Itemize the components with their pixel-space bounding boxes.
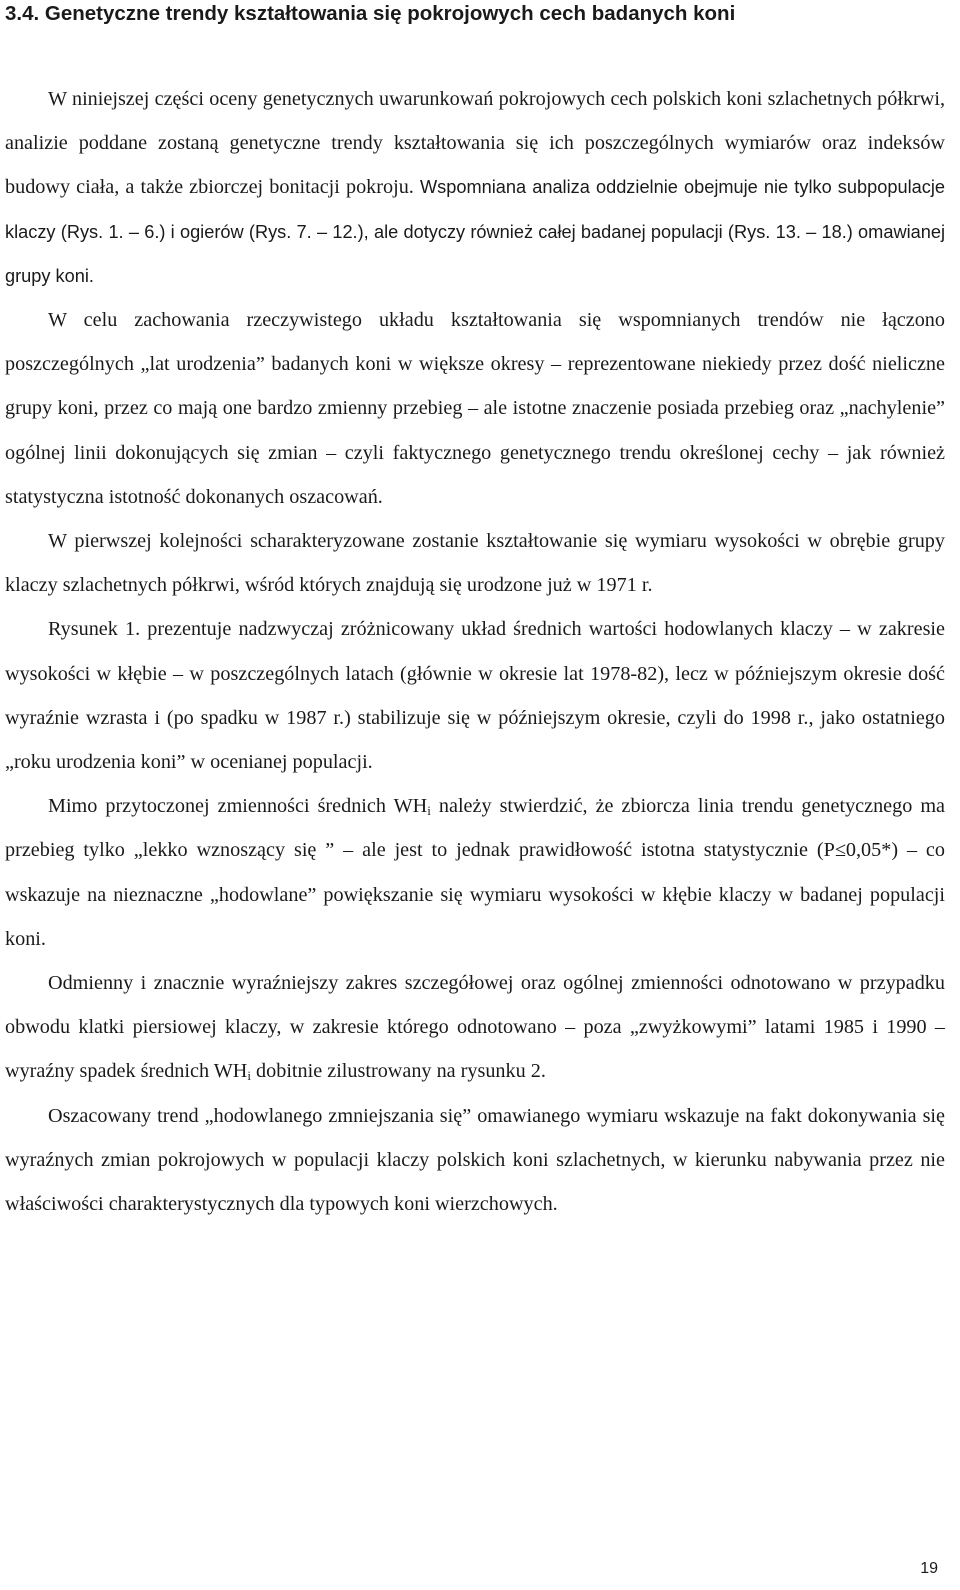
paragraph-1 <box>5 77 945 298</box>
section-heading <box>5 0 945 27</box>
paragraph-4: Rysunek 1. prezentuje nadzwyczaj zróżnicowany układ średnich wartości hodowlanych klaczy – w zakresie wysokości w kłębie – w poszczególnych latach (głównie w okresie lat 1978-82), lecz w późniejszym okresie dość wyraźnie wzrasta i (po spadku w 1987 r.) stabilizuje się w późniejszym okresie, czyli do 1998 r., jako ostatniego „roku urodzenia koni” w ocenianej populacji. <box>5 618 945 774</box>
paragraph-1-serif: W niniejszej części oceny genetycznych uwarunkowań pokrojowych cech polskich koni szlachetnych półkrwi, analizie poddane zostaną genetyczne trendy kształtowania się ich poszczególnych wymiarów oraz indeksów budowy ciała, a także zbiorczej bonitacji pokroju. <box>5 88 945 199</box>
document-page <box>5 0 945 1226</box>
paragraph-1-sans: Wspomniana analiza oddzielnie obejmuje nie tylko subpopulacje klaczy (Rys. 1. – 6.) i ogierów (Rys. 7. – 12.), ale dotyczy również całej badanej populacji (Rys. 13. – 18.) omawianej grupy koni. <box>5 177 945 286</box>
paragraph-5 <box>5 784 945 961</box>
body-text <box>5 77 945 1226</box>
page-number: 19 <box>920 1560 938 1577</box>
paragraph-7: Oszacowany trend „hodowlanego zmniejszania się” omawianego wymiaru wskazuje na fakt dokonywania się wyraźnych zmian pokrojowych w populacji klaczy polskich koni szlachetnych, w kierunku nabywania przez nie właściwości charakterystycznych dla typowych koni wierzchowych. <box>5 1104 945 1216</box>
paragraph-5-subscript: i <box>427 803 431 819</box>
section-number: 3.4. <box>5 2 40 25</box>
paragraph-6-subscript: i <box>247 1068 251 1084</box>
paragraph-6-text-b: dobitnie zilustrowany na rysunku 2. <box>250 1060 546 1083</box>
paragraph-6-text-a: Odmienny i znacznie wyraźniejszy zakres szczegółowej oraz ogólnej zmienności odnotowano w przypadku obwodu klatki piersiowej klaczy, w zakresie którego odnotowano – poza „zwyżkowymi” latami 1985 i 1990 – wyraźny spadek średnich WH <box>5 972 945 1083</box>
paragraph-6 <box>5 961 945 1094</box>
paragraph-3: W pierwszej kolejności scharakteryzowane zostanie kształtowanie się wymiaru wysokości w obrębie grupy klaczy szlachetnych półkrwi, wśród których znajdują się urodzone już w 1971 r. <box>5 530 945 597</box>
paragraph-5-text-b: należy stwierdzić, że zbiorcza linia trendu genetycznego ma przebieg tylko „lekko wznoszący się ” – ale jest to jednak prawidłowość istotna statystycznie (P≤0,05*) – co wskazuje na nieznaczne „hodowlane” powiększanie się wymiaru wysokości w kłębie klaczy w badanej populacji koni. <box>5 795 945 950</box>
section-title: Genetyczne trendy kształtowania się pokrojowych cech badanych koni <box>44 2 736 25</box>
paragraph-2: W celu zachowania rzeczywistego układu kształtowania się wspomnianych trendów nie łączono poszczególnych „lat urodzenia” badanych koni w większe okresy – reprezentowane niekiedy przez dość nieliczne grupy koni, przez co mają one bardzo zmienny przebieg – ale istotne znaczenie posiada przebieg oraz „nachylenie” ogólnej linii dokonujących się zmian – czyli faktycznego genetycznego trendu określonej cechy – jak również statystyczna istotność dokonanych oszacowań. <box>5 309 945 508</box>
paragraph-5-text-a: Mimo przytoczonej zmienności średnich WH <box>48 795 428 818</box>
